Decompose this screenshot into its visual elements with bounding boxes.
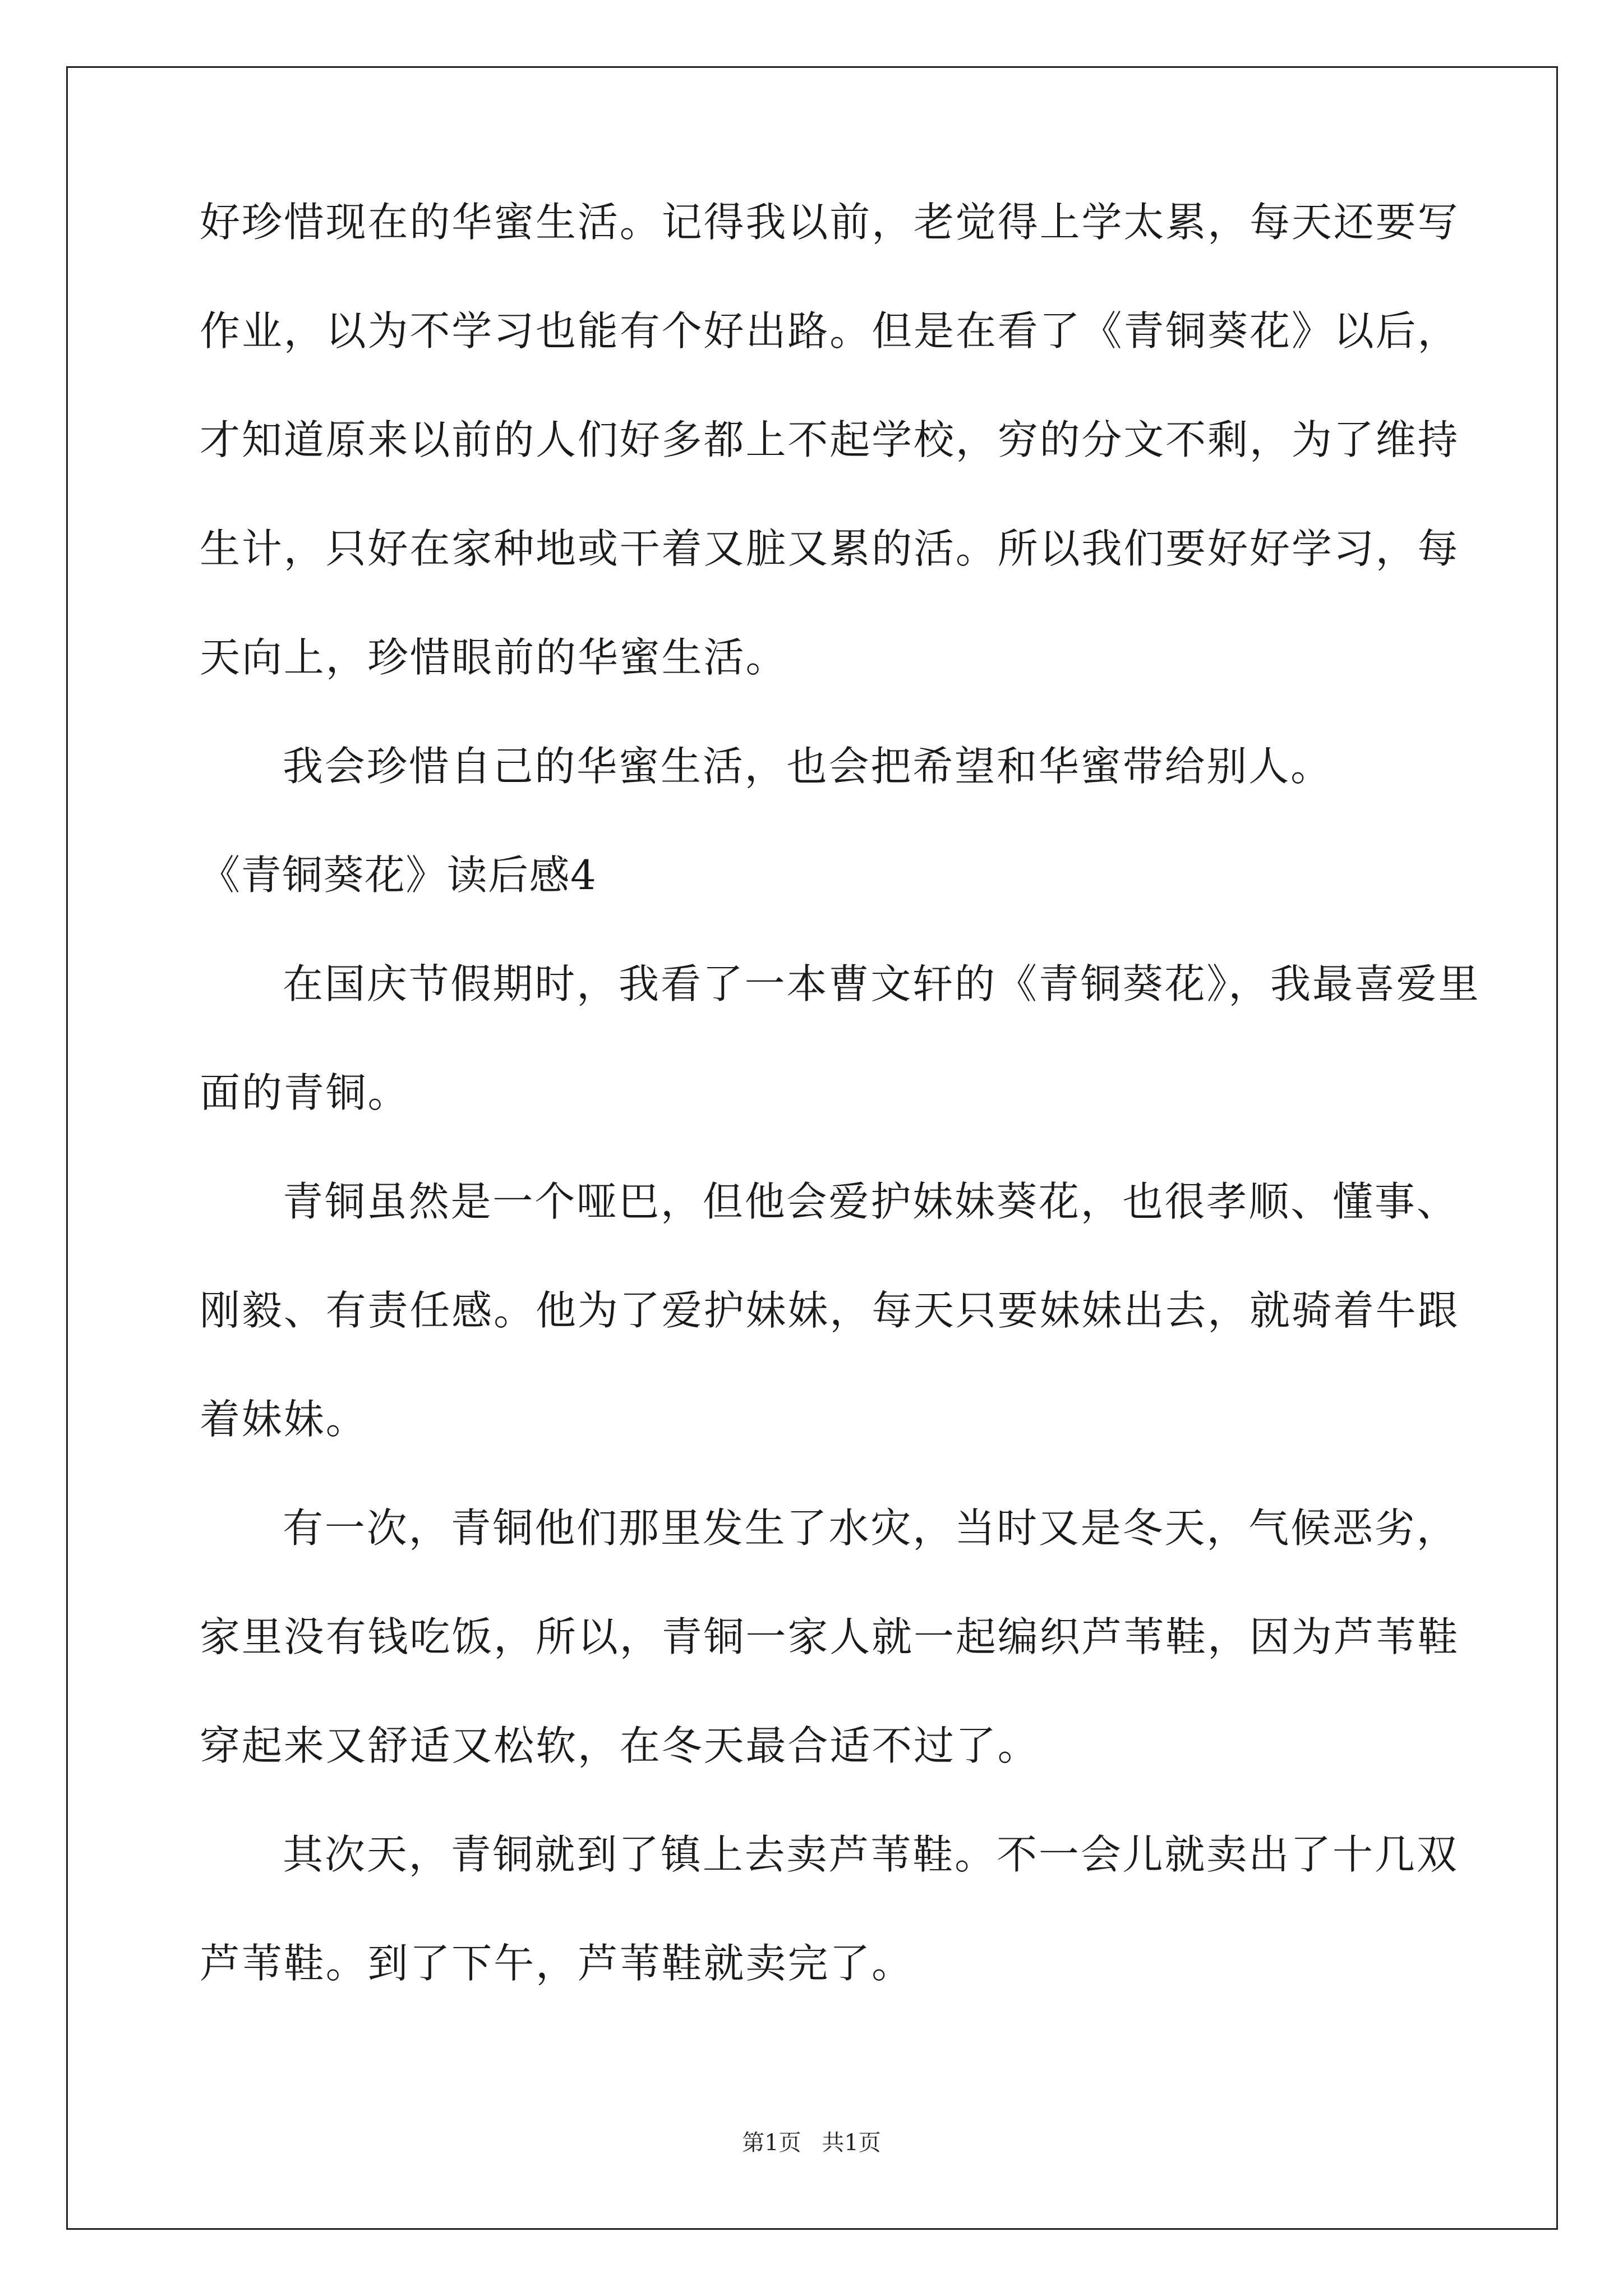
text-line: 好珍惜现在的华蜜生活。记得我以前，老觉得上学太累，每天还要写 [200, 199, 1460, 246]
text-line: 生计，只好在家种地或干着又脏又累的活。所以我们要好好学习，每 [200, 525, 1460, 572]
text-line: 刚毅、有责任感。他为了爱护妹妹，每天只要妹妹出去，就骑着牛跟 [200, 1287, 1460, 1334]
text-line: 有一次，青铜他们那里发生了水灾，当时又是冬天，气候恶劣， [283, 1504, 1459, 1552]
page-number: 第1页 [742, 2130, 801, 2156]
text-line: 面的青铜。 [200, 1069, 410, 1116]
text-line: 其次天，青铜就到了镇上去卖芦苇鞋。不一会儿就卖出了十几双 [283, 1831, 1459, 1878]
text-line: 着妹妹。 [200, 1396, 368, 1443]
page-footer [0, 2132, 1623, 2154]
text-line: 穿起来又舒适又松软，在冬天最合适不过了。 [200, 1722, 1040, 1769]
text-line: 在国庆节假期时，我看了一本曹文轩的《青铜葵花》，我最喜爱里 [283, 960, 1481, 1007]
document-body [200, 199, 1481, 2052]
text-line: 作业，以为不学习也能有个好出路。但是在看了《青铜葵花》以后， [200, 307, 1460, 355]
text-line: 芦苇鞋。到了下午，芦苇鞋就卖完了。 [200, 1940, 914, 1987]
text-line: 天向上，珍惜眼前的华蜜生活。 [200, 634, 788, 681]
text-line: 我会珍惜自己的华蜜生活，也会把希望和华蜜带给别人。 [283, 743, 1333, 790]
text-line: 青铜虽然是一个哑巴，但他会爱护妹妹葵花，也很孝顺、懂事、 [283, 1178, 1459, 1225]
text-line: 家里没有钱吃饭，所以，青铜一家人就一起编织芦苇鞋，因为芦苇鞋 [200, 1613, 1460, 1660]
total-pages: 共1页 [822, 2130, 881, 2156]
section-heading: 《青铜葵花》读后感4 [200, 852, 597, 899]
text-line: 才知道原来以前的人们好多都上不起学校，穷的分文不剩，为了维持 [200, 416, 1460, 463]
